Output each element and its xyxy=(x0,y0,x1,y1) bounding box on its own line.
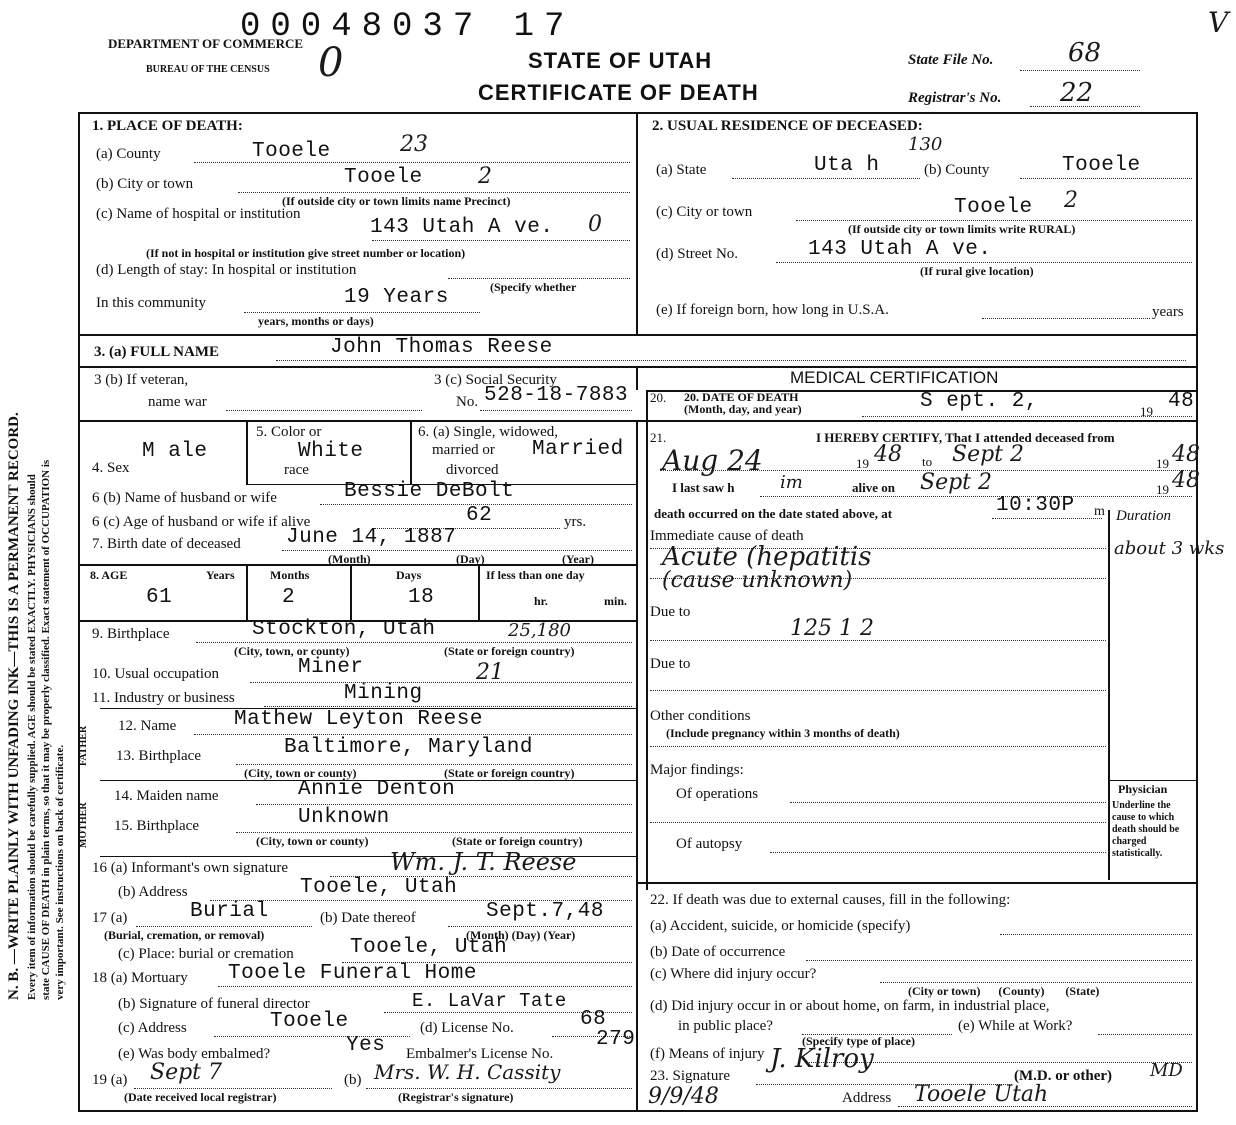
md-label: (M.D. or other) xyxy=(1014,1068,1113,1084)
alive-year: 48 xyxy=(1172,468,1200,493)
res-state-label: (a) State xyxy=(656,162,707,178)
other-conditions-note: (Include pregnancy within 3 months of death) xyxy=(666,726,900,740)
home-label: (d) Did injury occur in or about home, on farm, in industrial place, xyxy=(650,998,1050,1014)
registrar-no-label: Registrar's No. xyxy=(908,90,1002,106)
registrar-signature: Mrs. W. H. Cassity xyxy=(374,1060,561,1084)
age-months-label: Months xyxy=(270,568,310,582)
operations-label: Of operations xyxy=(676,786,759,802)
birthplace-note-1: (City, town, or county) xyxy=(234,644,350,658)
sig-address-value: Tooele Utah xyxy=(914,1082,1049,1107)
full-name-value: John Thomas Reese xyxy=(330,336,553,359)
registrar-date-note: (Date received local registrar) xyxy=(124,1090,277,1104)
spouse-value: Bessie DeBolt xyxy=(344,480,515,503)
res-city-note: (If outside city or town limits write RURAL) xyxy=(848,222,1076,236)
spouse-age-value: 62 xyxy=(466,504,493,527)
physician-label: Physician xyxy=(1118,782,1168,796)
informant-address-label: (b) Address xyxy=(118,884,188,900)
res-street-label: (d) Street No. xyxy=(656,246,739,262)
mother-birthplace-label: 15. Birthplace xyxy=(114,818,199,834)
hospital-value: 143 Utah A ve. xyxy=(370,216,554,239)
side-note-main: N. B. —WRITE PLAINLY WITH UNFADING INK—THIS IS A PERMANENT RECORD. xyxy=(6,412,22,1000)
years-label: years xyxy=(1152,304,1184,320)
disposal-note: (Burial, cremation, or removal) xyxy=(104,928,265,942)
spouse-label: 6 (b) Name of husband or wife xyxy=(92,490,277,506)
mother-note-1: (City, town or county) xyxy=(256,834,369,848)
less-day-label: If less than one day xyxy=(486,568,585,582)
age-years: 61 xyxy=(146,586,173,609)
duration-label: Duration xyxy=(1116,508,1172,524)
attended-19a: 19 xyxy=(856,456,869,471)
alive-19: 19 xyxy=(1156,482,1169,497)
side-note-line3: state CAUSE OF DEATH in plain terms, so that it may be properly classified. Exact statement of OCCUPATION is xyxy=(40,459,52,1000)
father-birthplace-label: 13. Birthplace xyxy=(116,748,201,764)
mortuary-label: 18 (a) Mortuary xyxy=(92,970,188,986)
birthplace-code: 25,180 xyxy=(508,620,571,641)
attended-from: Aug 24 xyxy=(662,444,763,477)
registrar-no: 22 xyxy=(1060,78,1094,108)
father-tag: FATHER xyxy=(78,725,89,766)
place-heading: 1. PLACE OF DEATH: xyxy=(92,118,243,134)
mortuary-address-label: (c) Address xyxy=(118,1020,187,1036)
to-label: to xyxy=(922,454,933,469)
race-label: race xyxy=(284,462,309,478)
state-file-label: State File No. xyxy=(908,52,994,68)
registrar-date: Sept 7 xyxy=(150,1060,223,1085)
registrar-date-label: 19 (a) xyxy=(92,1072,128,1088)
age-years-label: Years xyxy=(206,568,235,582)
due2-label: Due to xyxy=(650,656,691,672)
signature-label: 23. Signature xyxy=(650,1068,730,1084)
birth-month-label: (Month) xyxy=(328,552,371,566)
attended-from-year: 48 xyxy=(874,442,902,467)
residence-heading: 2. USUAL RESIDENCE OF DECEASED: xyxy=(652,118,923,134)
disposal-date-label: (b) Date thereof xyxy=(320,910,416,926)
bureau: BUREAU OF THE CENSUS xyxy=(146,64,270,75)
age-months: 2 xyxy=(282,586,296,609)
due1-value: 125 1 2 xyxy=(790,616,874,641)
date-death-label-2: (Month, day, and year) xyxy=(684,402,802,416)
residence-code: 130 xyxy=(908,134,943,155)
father-birthplace-value: Baltimore, Maryland xyxy=(284,736,533,759)
industry-label: 11. Industry or business xyxy=(92,690,235,706)
age-days-label: Days xyxy=(396,568,422,582)
side-note-line2: Every item of information should be carefully supplied. AGE should be stated EXACTLY. PHYSICIANS should xyxy=(26,474,38,1000)
occupation-value: Miner xyxy=(298,656,364,679)
occurrence-date-label: (b) Date of occurrence xyxy=(650,944,786,960)
res-city-label: (c) City or town xyxy=(656,204,753,220)
hospital-label: (c) Name of hospital or institution xyxy=(96,206,301,222)
county-label: (a) County xyxy=(96,146,161,162)
physician-note: Underline the cause to which death should be charged statistically. xyxy=(1112,800,1180,859)
mother-birthplace-value: Unknown xyxy=(298,806,390,829)
hosp-code-mark: 0 xyxy=(318,40,344,86)
county-code: 23 xyxy=(400,132,428,157)
death-time-m: m xyxy=(1094,504,1105,519)
res-county-mark: 2 xyxy=(1064,188,1078,213)
disposal-date-value: Sept.7,48 xyxy=(486,900,604,923)
date-death-num: 20. xyxy=(650,390,667,405)
medical-heading: MEDICAL CERTIFICATION xyxy=(790,368,999,387)
due1-label: Due to xyxy=(650,604,691,620)
cause-line-1: Acute (hepatitis xyxy=(662,542,872,572)
father-name-value: Mathew Leyton Reese xyxy=(234,708,483,731)
serial-number: 00048037 17 xyxy=(240,8,575,46)
birth-year-label: (Year) xyxy=(562,552,594,566)
veteran-label: 3 (b) If veteran, xyxy=(94,372,189,388)
sig-address-label: Address xyxy=(842,1090,892,1106)
director-value: E. LaVar Tate xyxy=(412,990,567,1012)
side-note-line4: very important. See instructions on back of certificate. xyxy=(54,744,66,1000)
mortuary-address-value: Tooele xyxy=(270,1010,349,1033)
attended-to: Sept 2 xyxy=(952,442,1025,467)
department: DEPARTMENT OF COMMERCE xyxy=(108,36,304,51)
hr-label: hr. xyxy=(534,594,548,608)
death-time: 10:30P xyxy=(996,494,1075,517)
title-certificate: CERTIFICATE OF DEATH xyxy=(478,80,759,105)
hospital-code: 0 xyxy=(588,212,602,237)
informant-sig-label: 16 (a) Informant's own signature xyxy=(92,860,288,876)
foreign-label: (e) If foreign born, how long in U.S.A. xyxy=(656,302,889,318)
specify-note: (Specify whether xyxy=(490,280,577,294)
cert-num: 21. xyxy=(650,430,667,445)
title-state: STATE OF UTAH xyxy=(528,48,713,73)
top-right-mark: V xyxy=(1208,6,1229,39)
license-value: 68 xyxy=(580,1008,607,1031)
stay-label: (d) Length of stay: In hospital or institution xyxy=(96,262,357,278)
physician-signature: J. Kilroy xyxy=(770,1044,874,1074)
attended-to-year: 48 xyxy=(1172,442,1200,467)
color-value: White xyxy=(298,440,364,463)
occupation-label: 10. Usual occupation xyxy=(92,666,220,682)
sex-value: M ale xyxy=(142,440,208,463)
informant-address-value: Tooele, Utah xyxy=(300,876,458,899)
veteran-label-2: name war xyxy=(148,394,207,410)
ssn-label-2: No. xyxy=(456,394,479,410)
date-death-label: 20. DATE OF DEATH xyxy=(684,390,799,404)
res-street-note: (If rural give location) xyxy=(920,264,1034,278)
res-city-value: Tooele xyxy=(954,196,1033,219)
ssn-value: 528-18-7883 xyxy=(484,384,629,407)
birth-date-label: 7. Birth date of deceased xyxy=(92,536,241,552)
autopsy-label: Of autopsy xyxy=(676,836,743,852)
disposal-label: 17 (a) xyxy=(92,910,128,926)
while-at-work-label: (e) While at Work? xyxy=(958,1018,1073,1034)
disposal-value: Burial xyxy=(190,900,269,923)
major-findings-label: Major findings: xyxy=(650,762,744,778)
where-note: (City or town) (County) (State) xyxy=(908,984,1100,998)
marital-value: Married xyxy=(532,438,624,461)
mortuary-value: Tooele Funeral Home xyxy=(228,962,477,985)
disposal-place-value: Tooele, Utah xyxy=(350,936,508,959)
attended-19b: 19 xyxy=(1156,456,1169,471)
birth-day-label: (Day) xyxy=(456,552,485,566)
father-note-1: (City, town or county) xyxy=(244,766,357,780)
informant-signature: Wm. J. T. Reese xyxy=(390,848,577,876)
external-heading: 22. If death was due to external causes, fill in the following: xyxy=(650,892,1011,908)
birthplace-label: 9. Birthplace xyxy=(92,626,170,642)
sex-label: 4. Sex xyxy=(92,460,130,476)
date-death-value: S ept. 2, xyxy=(920,390,1038,413)
embalmer-value: 279 xyxy=(596,1028,636,1051)
marital-label: 6. (a) Single, widowed, xyxy=(418,424,558,440)
alive-on-label: alive on xyxy=(852,480,895,495)
mother-note-2: (State or foreign country) xyxy=(452,834,583,848)
min-label: min. xyxy=(604,594,628,608)
alive-on-date: Sept 2 xyxy=(920,470,993,495)
cause-line-2: (cause unknown) xyxy=(662,568,853,593)
embalmed-label: (e) Was body embalmed? xyxy=(118,1046,271,1062)
industry-value: Mining xyxy=(344,682,423,705)
embalmer-label: Embalmer's License No. xyxy=(406,1046,554,1062)
mother-tag: MOTHER xyxy=(78,802,89,848)
father-name-label: 12. Name xyxy=(118,718,177,734)
specify-note-2: years, months or days) xyxy=(258,314,374,328)
occurred-label: death occurred on the date stated above, at xyxy=(654,506,893,521)
community-label: In this community xyxy=(96,295,206,311)
city-mark: 2 xyxy=(478,164,492,189)
public-place-label: in public place? xyxy=(678,1018,773,1034)
marital-label-2: married or xyxy=(432,442,495,458)
accident-label: (a) Accident, suicide, or homicide (specify) xyxy=(650,918,911,934)
city-value: Tooele xyxy=(344,166,423,189)
duration-value: about 3 wks xyxy=(1114,538,1225,559)
res-county-label: (b) County xyxy=(924,162,990,178)
birthplace-value: Stockton, Utah xyxy=(252,618,436,641)
occupation-code: 21 xyxy=(476,660,504,685)
community-value: 19 Years xyxy=(344,286,449,309)
mother-name-value: Annie Denton xyxy=(298,778,456,801)
birthplace-note-2: (State or foreign country) xyxy=(444,644,575,658)
birth-date-value: June 14, 1887 xyxy=(286,526,457,549)
county-value: Tooele xyxy=(252,140,331,163)
state-file-no: 68 xyxy=(1068,38,1102,68)
immediate-label: Immediate cause of death xyxy=(650,528,804,544)
spouse-age-yrs: yrs. xyxy=(564,514,587,530)
spouse-age-label: 6 (c) Age of husband or wife if alive xyxy=(92,514,311,530)
signature-date: 9/9/48 xyxy=(648,1084,719,1109)
disposal-place-label: (c) Place: burial or cremation xyxy=(118,946,294,962)
embalmed-value: Yes xyxy=(346,1034,386,1057)
res-street-value: 143 Utah A ve. xyxy=(808,238,992,261)
color-label: 5. Color or xyxy=(256,424,322,440)
age-days: 18 xyxy=(408,586,435,609)
res-county-value: Tooele xyxy=(1062,154,1141,177)
marital-label-3: divorced xyxy=(446,462,499,478)
mother-name-label: 14. Maiden name xyxy=(114,788,219,804)
res-state-value: Uta h xyxy=(814,154,880,177)
father-note-2: (State or foreign country) xyxy=(444,766,575,780)
hospital-note: (If not in hospital or institution give street number or location) xyxy=(146,246,466,260)
cert-text: I HEREBY CERTIFY, That I attended deceased from xyxy=(816,430,1115,445)
full-name-label: 3. (a) FULL NAME xyxy=(94,344,219,360)
last-saw-him: im xyxy=(780,472,803,493)
means-label: (f) Means of injury xyxy=(650,1046,765,1062)
last-saw-label: I last saw h xyxy=(672,480,735,495)
disposal-date-note: (Month) (Day) (Year) xyxy=(466,928,576,942)
date-death-19: 19 xyxy=(1140,404,1153,419)
registrar-sig-note: (Registrar's signature) xyxy=(398,1090,514,1104)
public-place-note: (Specify type of place) xyxy=(802,1034,915,1048)
age-label: 8. AGE xyxy=(90,568,128,582)
where-label: (c) Where did injury occur? xyxy=(650,966,817,982)
registrar-sig-label: (b) xyxy=(344,1072,362,1088)
md-value: MD xyxy=(1150,1060,1183,1081)
director-label: (b) Signature of funeral director xyxy=(118,996,310,1012)
ssn-label: 3 (c) Social Security xyxy=(434,372,557,388)
date-death-year: 48 xyxy=(1168,390,1195,413)
other-conditions-label: Other conditions xyxy=(650,708,751,724)
city-label: (b) City or town xyxy=(96,176,194,192)
city-note: (If outside city or town limits name Precinct) xyxy=(282,194,511,208)
license-label: (d) License No. xyxy=(420,1020,514,1036)
